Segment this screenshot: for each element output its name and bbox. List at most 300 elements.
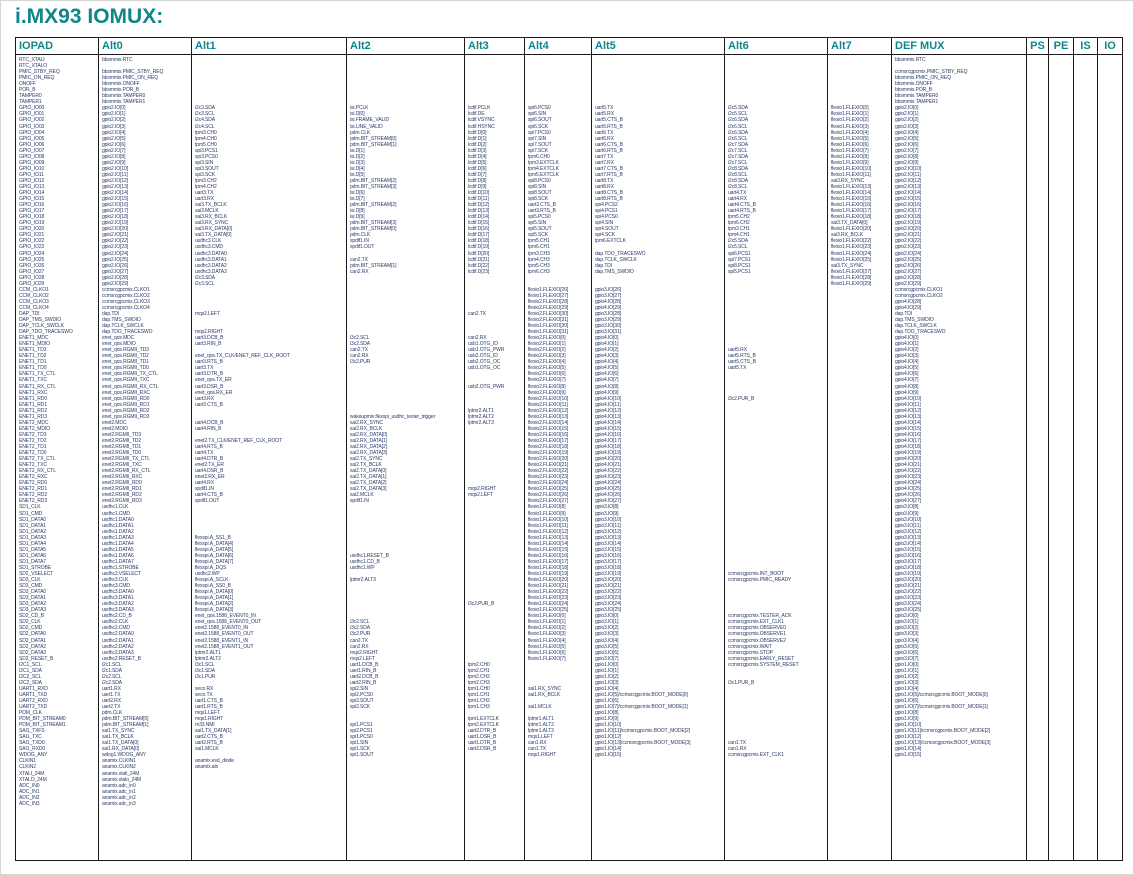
mux-cell: gpio2.IO[12]: [895, 177, 922, 184]
mux-cell: flexio1.FLEXIO[9]: [528, 510, 566, 517]
iopad-cell: SD1_DATA5: [19, 546, 46, 553]
mux-cell: flexio1.FLEXIO[14]: [528, 540, 569, 547]
mux-cell: gpio4.IO[17]: [595, 437, 622, 444]
mux-cell: sai3.TX_DATA[0]: [195, 232, 232, 239]
iopad-cell: ENET2_RD1: [19, 486, 47, 493]
mux-cell: flexio1.FLEXIO[14]: [831, 190, 872, 197]
mux-cell: usdhc2.WP: [195, 570, 220, 577]
iopad-cell: SD1_DATA7: [19, 558, 46, 565]
iopad-cell: SD1_DATA1: [19, 522, 46, 529]
mux-cell: gpio4.IO[10]: [595, 395, 622, 402]
iopad-cell: ENET2_RX_CTL: [19, 468, 56, 475]
mux-cell: spi6.SOUT: [528, 117, 552, 124]
mux-cell: flexio1.FLEXIO[7]: [831, 147, 869, 154]
mux-cell: uart4.DSR_B: [195, 468, 224, 475]
mux-cell: mqs1.RIGHT: [528, 752, 557, 759]
mux-cell: gpio3.IO[0]: [895, 613, 919, 620]
iopad-cell: ENET2_TD3: [19, 431, 47, 438]
iopad-cell: SD1_DATA6: [19, 552, 46, 559]
mux-cell: uart3.RX: [195, 395, 214, 402]
mux-cell: tpm6.EXTCLK: [595, 238, 626, 245]
mux-cell: spdif1.OUT: [195, 498, 220, 505]
mux-cell: gpio2.IO[19]: [102, 220, 129, 227]
mux-cell: gpio2.IO[4]: [102, 129, 126, 136]
mux-cell: gpio3.IO[8]: [595, 504, 619, 511]
mux-cell: gpio4.IO[27]: [595, 498, 622, 505]
iopad-cell: ENET2_MDIO: [19, 425, 50, 432]
mux-cell: tpm5.CH0: [195, 141, 217, 148]
mux-cell: ccmsrcgpcmix.EARLY_RESET: [728, 655, 795, 662]
mux-cell: sai3.TX_SYNC: [831, 262, 864, 269]
iopad-cell: CCM_CLKO3: [19, 298, 49, 305]
mux-cell: gpio3.IO[12]: [895, 528, 922, 535]
iopad-cell: ENET1_TD0: [19, 365, 47, 372]
mux-cell: usdhc2.DATA2: [102, 643, 134, 650]
iopad-cell: SAI1_TXFS: [19, 728, 45, 735]
mux-cell: seco.TX: [195, 691, 213, 698]
mux-cell: gpio3.IO[13]: [895, 534, 922, 541]
mux-cell: uart5.RX: [595, 111, 614, 118]
mux-cell: i3c2.SDA: [350, 341, 371, 348]
mux-cell: gpio4.IO[5]: [895, 365, 919, 372]
column-alt1: [192, 55, 347, 860]
mux-cell: sai2.TX_BCLK: [350, 462, 382, 469]
mux-cell: gpio3.IO[19]: [595, 570, 622, 577]
iopad-cell: ENET1_MDC: [19, 335, 49, 342]
mux-cell: pdm.CLK: [102, 710, 123, 717]
mux-cell: usdhc2.DATA1: [102, 637, 134, 644]
mux-cell: flexio1.FLEXIO[4]: [831, 129, 869, 136]
mux-cell: gpio4.IO[1]: [595, 341, 619, 348]
mux-cell: sai2.TX_DATA[1]: [350, 474, 387, 481]
mux-cell: gpio2.IO[0]: [102, 105, 126, 112]
mux-cell: gpio1.IO[10]: [895, 722, 922, 729]
mux-cell: flexio1.FLEXIO[21]: [528, 583, 569, 590]
mux-cell: bbsmmix.PMIC_ON_REQ: [102, 75, 158, 82]
mux-cell: gpio4.IO[13]: [595, 413, 622, 420]
mux-cell: flexio2.FLEXIO[3]: [528, 353, 566, 360]
mux-cell: gpio2.IO[5]: [895, 135, 919, 142]
mux-cell: gpio2.IO[26]: [102, 262, 129, 269]
mux-cell: isi.D[4]: [350, 165, 365, 172]
mux-cell: flexio2.FLEXIO[4]: [528, 359, 566, 366]
mux-cell: gpio2.IO[2]: [102, 117, 126, 124]
mux-cell: gpio4.IO[29]: [895, 304, 922, 311]
mux-cell: usdhc1.DATA0: [102, 516, 134, 523]
iopad-cell: TAMPER0: [19, 93, 42, 100]
mux-cell: flexio2.FLEXIO[26]: [528, 492, 569, 499]
iopad-cell: ENET1_TXC: [19, 377, 47, 384]
mux-cell: gpio2.IO[26]: [895, 262, 922, 269]
mux-cell: ccmsrcgpcmix.CLKO1: [895, 286, 943, 293]
mux-cell: uart3.RX: [195, 196, 214, 203]
mux-cell: sai1.TX_DATA[0]: [102, 740, 139, 747]
iopad-cell: ENET2_RXC: [19, 474, 48, 481]
mux-cell: tpm3.CH1: [728, 226, 750, 233]
mux-cell: usdhc1.DATA1: [102, 522, 134, 529]
mux-cell: lcdif.D[18]: [468, 238, 490, 245]
iopad-cell: ENET1_RD2: [19, 407, 47, 414]
mux-cell: enet2.TX_ER: [195, 462, 224, 469]
mux-cell: flexio2.FLEXIO[19]: [528, 450, 569, 457]
iopad-cell: GPIO_IO17: [19, 208, 45, 215]
mux-cell: uart7.RTS_B: [595, 171, 623, 178]
iopad-cell: ENET1_TD1: [19, 359, 47, 366]
mux-cell: gpio4.IO[16]: [895, 431, 922, 438]
mux-cell: sai1.RX_SYNC: [528, 685, 561, 692]
iopad-cell: ENET2_RD0: [19, 480, 47, 487]
mux-cell: anamix.xtalo_24M: [102, 776, 141, 783]
mux-cell: gpio4.IO[13]: [895, 413, 922, 420]
mux-cell: spi4.PCS1: [595, 208, 618, 215]
mux-cell: gpio4.IO[14]: [895, 419, 922, 426]
mux-cell: uart5.CTS_B: [595, 117, 623, 124]
mux-cell: gpio3.IO[21]: [595, 583, 622, 590]
mux-cell: enet2.1588_EVENT1_IN: [195, 637, 249, 644]
mux-cell: spi4.SOUT: [595, 226, 619, 233]
mux-cell: gpio2.IO[24]: [895, 250, 922, 257]
mux-cell: usb2.OTG_OC: [468, 359, 501, 366]
mux-cell: ccmsrcgpcmix.EXT_CLK1: [728, 619, 784, 626]
mux-cell: pdm.BIT_STREAM[1]: [102, 722, 149, 729]
mux-cell: mqs2.LEFT: [195, 310, 220, 317]
mux-cell: anamix.xtali_24M: [102, 770, 140, 777]
iopad-cell: SD2_DATA2: [19, 643, 46, 650]
iopad-cell: GPIO_IO21: [19, 232, 45, 239]
column-ps: [1027, 55, 1049, 860]
mux-cell: uart2.RIN_B: [350, 679, 377, 686]
mux-cell: uart3.DTR_B: [195, 371, 224, 378]
mux-cell: gpio1.IO[11]/ccmsrcgpcmix.BOOT_MODE[2]: [895, 728, 991, 735]
mux-cell: gpio1.IO[15]: [595, 752, 622, 759]
mux-cell: uart8.RX: [595, 183, 614, 190]
mux-cell: tpm3.CH0: [195, 129, 217, 136]
mux-cell: pdm.BIT_STREAM[0]: [350, 226, 397, 233]
mux-cell: mqs1.LEFT: [195, 710, 220, 717]
column-alt7: [828, 55, 892, 860]
mux-cell: enet2.RGMII_TXC: [102, 462, 142, 469]
mux-cell: spi4.SCK: [595, 232, 616, 239]
mux-cell: gpio2.IO[5]: [102, 135, 126, 142]
mux-cell: gpio2.IO[3]: [895, 123, 919, 130]
mux-cell: spi7.SIN: [528, 135, 547, 142]
iopad-cell: SD2_CLK: [19, 619, 41, 626]
mux-cell: gpio3.IO[21]: [895, 583, 922, 590]
mux-cell: tpm1.CH3: [468, 704, 490, 711]
column-header-alt4: Alt4: [525, 38, 592, 54]
mux-cell: flexio1.FLEXIO[20]: [831, 226, 872, 233]
mux-cell: enet_qos.TX_CLK/ENET_REF_CLK_ROOT: [195, 353, 290, 360]
mux-cell: [528, 801, 591, 807]
mux-cell: uart7.CTS_B: [595, 165, 623, 172]
mux-cell: enet_qos.RGMII_TD0: [102, 365, 149, 372]
mux-cell: enet2.RGMII_TD3: [102, 431, 142, 438]
mux-cell: dap.TDO_TRACESWO: [895, 329, 946, 336]
mux-cell: dap.TCLK_SWCLK: [102, 323, 144, 330]
mux-cell: spi5.SOUT: [528, 226, 552, 233]
mux-cell: gpio4.IO[11]: [895, 401, 921, 408]
mux-cell: can2.RX: [350, 643, 369, 650]
mux-cell: flexio2.FLEXIO[17]: [528, 437, 569, 444]
mux-cell: gpio3.IO[2]: [895, 625, 919, 632]
mux-cell: isi.D[6]: [350, 190, 365, 197]
mux-cell: spi2.SCK: [350, 704, 371, 711]
mux-cell: can1.TX: [528, 746, 546, 753]
mux-cell: gpio3.IO[19]: [895, 570, 922, 577]
mux-cell: tpm4.EXTCLK: [528, 165, 559, 172]
mux-cell: dap.TDI: [102, 310, 120, 317]
iopad-cell: SD1_CMD: [19, 510, 43, 517]
mux-cell: gpio2.IO[14]: [895, 190, 922, 197]
column-def-mux: [892, 55, 1027, 860]
mux-cell: uart7.RX: [595, 159, 614, 166]
mux-cell: enet2.MDC: [102, 419, 127, 426]
mux-cell: tpm1.CH0: [468, 685, 490, 692]
mux-cell: pdm.BIT_STREAM[2]: [350, 177, 397, 184]
mux-cell: gpio4.IO[20]: [895, 456, 922, 463]
mux-cell: gpio2.IO[15]: [102, 196, 129, 203]
iopad-cell: GPIO_IO05: [19, 135, 45, 142]
mux-cell: gpio2.IO[24]: [102, 250, 129, 257]
mux-cell: enet_qos.1588_EVENT0_OUT: [195, 619, 262, 626]
mux-cell: uart6.TX: [595, 129, 614, 136]
mux-cell: lptmr2.ALT1: [468, 407, 494, 414]
mux-cell: gpio2.IO[8]: [102, 153, 126, 160]
mux-cell: flexio1.FLEXIO[10]: [528, 516, 569, 523]
column-header-alt6: Alt6: [725, 38, 828, 54]
mux-cell: flexio1.FLEXIO[5]: [528, 643, 566, 650]
mux-cell: uart4.RTS_B: [195, 444, 223, 450]
mux-cell: gpio2.IO[22]: [102, 238, 129, 245]
mux-cell: gpio3.IO[22]: [595, 589, 622, 596]
iopad-cell: SD2_DATA1: [19, 637, 46, 644]
mux-cell: i2c8.SCL: [728, 183, 748, 190]
mux-cell: flexio1.FLEXIO[24]: [528, 601, 569, 608]
mux-cell: uart3.CTS_B: [528, 202, 556, 209]
mux-cell: gpio3.IO[22]: [895, 589, 922, 596]
mux-cell: gpio1.IO[14]: [595, 746, 622, 753]
iopad-cell: GPIO_IO07: [19, 147, 45, 154]
mux-cell: gpio1.IO[2]: [895, 673, 919, 680]
mux-cell: gpio3.IO[8]: [895, 504, 919, 511]
mux-cell: flexio2.FLEXIO[29]: [528, 304, 569, 311]
mux-cell: i2c8.SCL: [728, 171, 748, 178]
mux-cell: enet_qos.MDIO: [102, 341, 136, 348]
mux-cell: spi5.SCK: [528, 232, 549, 239]
mux-cell: lcdif.D[6]: [468, 165, 487, 172]
mux-cell: uart2.RX: [102, 697, 121, 704]
mux-cell: gpio1.IO[2]: [595, 673, 619, 680]
mux-cell: anamix.esd_diode: [195, 758, 234, 765]
mux-cell: gpio2.IO[21]: [895, 232, 922, 239]
column-pe: [1049, 55, 1074, 860]
mux-cell: gpio4.IO[25]: [895, 486, 922, 493]
mux-cell: gpio4.IO[0]: [595, 335, 619, 342]
mux-cell: lcdif.PCLK: [468, 105, 491, 112]
mux-cell: i2c8.SDA: [728, 165, 749, 172]
mux-cell: flexspi.A_DATA[0]: [195, 589, 234, 596]
mux-cell: i3c2.SCL: [350, 335, 370, 342]
mux-cell: lcdif.D[9]: [468, 183, 487, 190]
mux-cell: pdm.BIT_STREAM[0]: [102, 716, 149, 723]
mux-cell: i3c1.PUR: [195, 673, 216, 680]
mux-cell: enet_qos.MDC: [102, 335, 135, 342]
mux-cell: gpio2.IO[0]: [895, 105, 919, 112]
iopad-cell: GPIO_IO01: [19, 111, 45, 118]
mux-cell: gpio4.IO[7]: [895, 377, 919, 384]
iopad-cell: ENET1_RD3: [19, 413, 47, 420]
mux-cell: gpio3.IO[9]: [595, 510, 619, 517]
mux-cell: tpm5.CH3: [528, 262, 550, 269]
mux-cell: lcdif.D[5]: [468, 159, 487, 166]
iopad-cell: SD3_DATA2: [19, 601, 46, 608]
mux-cell: flexio1.FLEXIO[22]: [528, 589, 569, 596]
mux-cell: gpio4.IO[21]: [895, 462, 922, 469]
mux-cell: tpm1.EXTCLK: [468, 716, 499, 723]
iopad-cell: WDOG_ANY: [19, 752, 48, 759]
iopad-cell: ENET2_RD3: [19, 498, 47, 505]
mux-cell: gpio4.IO[6]: [595, 371, 619, 378]
mux-cell: gpio2.IO[21]: [102, 232, 129, 239]
mux-cell: enet_qos.RGMII_TX_CTL: [102, 371, 158, 378]
mux-cell: ccmsrcgpcmix.PMIC_READY: [728, 577, 792, 584]
mux-cell: enet2.RGMII_RD3: [102, 498, 142, 505]
mux-cell: gpio2.IO[4]: [895, 129, 919, 136]
mux-cell: gpio4.IO[2]: [895, 347, 919, 354]
mux-cell: sai1.RX_BCLK: [528, 691, 561, 698]
mux-cell: spi1.PCS1: [350, 722, 373, 729]
mux-cell: usdhc1.STROBE: [102, 564, 139, 571]
mux-cell: tpm5.EXTCLK: [528, 171, 559, 178]
mux-cell: gpio4.IO[25]: [595, 486, 622, 493]
mux-cell: lptmr2.ALT2: [468, 413, 494, 420]
mux-cell: lcdif.D[17]: [468, 232, 490, 239]
mux-cell: enet_qos.RGMII_RX_CTL: [102, 383, 159, 390]
mux-cell: spi5.SIN: [528, 220, 547, 227]
page-title: i.MX93 IOMUX:: [15, 5, 164, 28]
mux-cell: uart3.RTS_B: [195, 359, 223, 366]
mux-cell: anamix.adc_in0: [102, 782, 136, 789]
iopad-cell: ENET2_MDC: [19, 419, 49, 426]
mux-cell: flexio1.FLEXIO[18]: [528, 564, 569, 571]
mux-cell: uart4.CTS_B: [195, 492, 223, 499]
mux-cell: gpio3.IO[7]: [895, 655, 919, 662]
mux-cell: gpio3.IO[23]: [595, 595, 622, 602]
iopad-cell: XTALI_24M: [19, 770, 45, 777]
column-alt4: [525, 55, 592, 860]
mux-cell: spi5.PCS0: [528, 214, 551, 221]
mux-cell: usdhc2.DATA3: [102, 649, 134, 656]
mux-cell: flexio1.FLEXIO[4]: [528, 637, 566, 644]
column-is: [1074, 55, 1098, 860]
mux-cell: uart4.DTR_B: [195, 456, 224, 463]
iopad-cell: UART2_RXD: [19, 697, 48, 704]
mux-cell: flexio1.FLEXIO[29]: [831, 280, 872, 287]
iopad-cell: ENET1_MDIO: [19, 341, 50, 348]
mux-cell: gpio1.IO[13]/ccmsrcgpcmix.BOOT_MODE[3]: [595, 740, 691, 747]
mux-cell: flexio1.FLEXIO[15]: [831, 196, 872, 203]
mux-cell: gpio2.IO[27]: [895, 268, 922, 275]
mux-cell: can2.TX: [468, 310, 486, 317]
mux-cell: sai3.MCLK: [195, 208, 219, 215]
iopad-cell: ONOFF: [19, 81, 36, 88]
mux-cell: [1101, 801, 1122, 807]
mux-cell: gpio4.IO[16]: [595, 431, 622, 438]
mux-cell: gpio4.IO[27]: [895, 498, 922, 505]
mux-cell: [1077, 801, 1097, 807]
mux-cell: enet2.RGMII_RD2: [102, 492, 142, 499]
mux-cell: sai2.TX_SYNC: [350, 456, 383, 463]
mux-cell: gpio3.IO[15]: [595, 546, 622, 553]
mux-cell: uart3.CTS_B: [195, 401, 223, 408]
mux-cell: i2c2.SCL: [102, 673, 122, 680]
mux-cell: lcdif.D[19]: [468, 244, 490, 251]
mux-cell: gpio4.IO[23]: [895, 474, 922, 481]
mux-cell: uart1.TX: [102, 691, 121, 698]
mux-cell: gpio3.IO[2]: [595, 625, 619, 632]
column-header-alt3: Alt3: [465, 38, 525, 54]
mux-cell: spi1.PCS0: [350, 734, 373, 741]
mux-cell: dap.TCLK_SWCLK: [595, 256, 637, 263]
mux-cell: enet2.TX_CLK/ENET_REF_CLK_ROOT: [195, 437, 283, 444]
mux-cell: isi.D[7]: [350, 196, 365, 203]
mux-cell: i2c8.SDA: [728, 177, 749, 184]
mux-cell: uart4.RX: [728, 196, 747, 203]
mux-cell: isi.PCLK: [350, 105, 369, 112]
mux-cell: enet_qos.RGMII_RD2: [102, 407, 150, 414]
mux-cell: sai2.TX_DATA[3]: [350, 486, 387, 493]
mux-cell: gpio3.IO[25]: [595, 607, 622, 614]
mux-cell: uart5.TX: [728, 365, 747, 372]
iopad-cell: CLKIN2: [19, 764, 36, 771]
mux-cell: lcdif.HSYNC: [468, 123, 495, 130]
mux-cell: spi6.PCS0: [528, 105, 551, 112]
mux-cell: spi4.PCS0: [595, 214, 618, 221]
mux-cell: flexio1.FLEXIO[5]: [831, 135, 869, 142]
mux-cell: gpio1.IO[7]/ccmsrcgpcmix.BOOT_MODE[1]: [595, 704, 688, 711]
column-header-alt1: Alt1: [192, 38, 347, 54]
mux-cell: gpio4.IO[11]: [595, 401, 621, 408]
mux-cell: i3c2.SCL: [350, 619, 370, 626]
iopad-cell: GPIO_IO08: [19, 153, 45, 160]
mux-cell: sai1.MCLK: [195, 746, 219, 753]
iopad-cell: SD3_CLK: [19, 577, 41, 584]
mux-cell: sai3.RX_DATA[0]: [195, 226, 232, 233]
mux-cell: flexio2.FLEXIO[22]: [528, 468, 569, 475]
mux-cell: i3c2.PUR: [350, 631, 371, 638]
mux-cell: flexspi.A_DATA[3]: [195, 607, 234, 614]
mux-cell: ccmsrcgpcmix.CLKO2: [102, 292, 150, 299]
mux-cell: pdm.CLK: [350, 129, 371, 136]
mux-cell: gpio2.IO[7]: [895, 147, 919, 154]
mux-cell: uart2.DCB_B: [350, 673, 379, 680]
mux-cell: ccmsrcgpcmix.WAIT: [728, 643, 772, 650]
mux-cell: gpio3.IO[4]: [595, 637, 619, 644]
column-header-alt5: Alt5: [592, 38, 725, 54]
mux-cell: gpio3.IO[17]: [895, 558, 922, 565]
mux-cell: gpio3.IO[18]: [895, 564, 922, 571]
mux-cell: gpio1.IO[7]/ccmsrcgpcmix.BOOT_MODE[1]: [895, 704, 988, 711]
iopad-cell: XTALO_24M: [19, 776, 47, 783]
mux-cell: flexio2.FLEXIO[13]: [528, 413, 569, 420]
mux-cell: flexio2.FLEXIO[5]: [528, 365, 566, 372]
mux-cell: tpm5.CH2: [728, 214, 750, 221]
mux-cell: enet2.RGMII_RD0: [102, 480, 142, 487]
mux-cell: can2.RX: [468, 335, 487, 342]
mux-cell: isi.D[9]: [350, 214, 365, 221]
iopad-cell: UART1_RXD: [19, 685, 48, 692]
mux-cell: gpio1.IO[8]: [595, 710, 619, 717]
